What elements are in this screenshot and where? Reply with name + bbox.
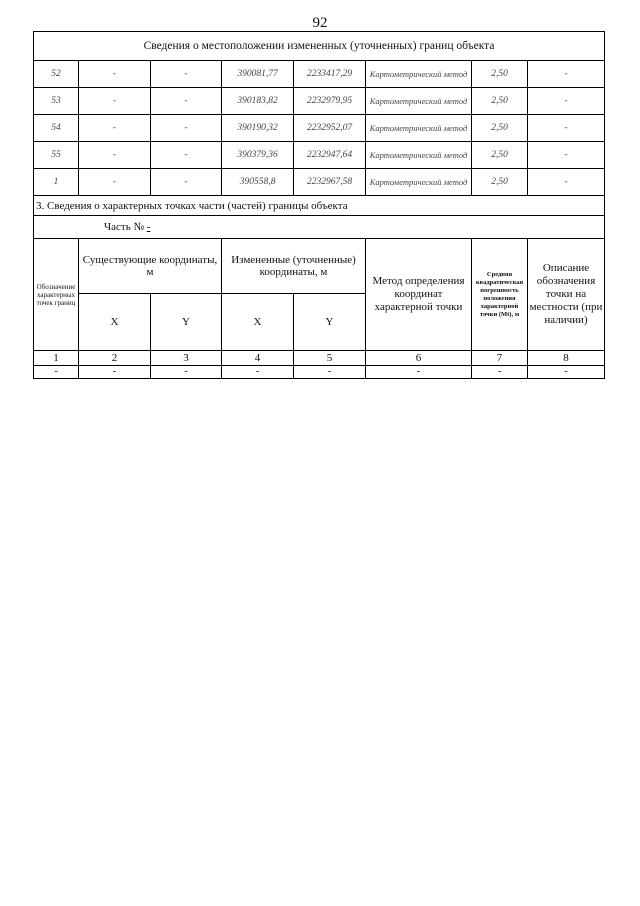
- method-cell: Картометрический метод: [366, 115, 472, 142]
- existing-x-cell: -: [79, 61, 151, 88]
- column-number-row: [34, 351, 605, 366]
- description-cell: -: [528, 142, 605, 169]
- point-row: [34, 88, 605, 115]
- existing-x-cell: -: [79, 169, 151, 196]
- section-title: Сведения о местоположении измененных (уточненных) границ объекта: [34, 32, 605, 61]
- empty-cell: -: [79, 366, 151, 379]
- changed-x-cell: 390190,32: [222, 115, 294, 142]
- section3-title: 3. Сведения о характерных точках части (частей) границы объекта: [34, 196, 605, 216]
- boundary-table: [33, 31, 605, 379]
- error-cell: 2,50: [472, 88, 528, 115]
- point-number: 1: [34, 169, 79, 196]
- changed-y-cell: 2232967,58: [294, 169, 366, 196]
- existing-x-cell: -: [79, 88, 151, 115]
- point-number: 55: [34, 142, 79, 169]
- column-number: 8: [528, 351, 605, 366]
- description-cell: -: [528, 169, 605, 196]
- changed-coords-header: Измененные (уточненные) координаты, м: [222, 239, 366, 294]
- existing-y-cell: -: [151, 115, 222, 142]
- point-number: 54: [34, 115, 79, 142]
- method-header: Метод определения координат характерной точки: [366, 239, 472, 351]
- existing-coords-header: Существующие координаты, м: [79, 239, 222, 294]
- empty-cell: -: [294, 366, 366, 379]
- empty-cell: -: [366, 366, 472, 379]
- part-row: [34, 216, 605, 239]
- method-cell: Картометрический метод: [366, 142, 472, 169]
- empty-cell: -: [151, 366, 222, 379]
- existing-y-cell: -: [151, 169, 222, 196]
- existing-x-header: X: [79, 294, 151, 351]
- empty-cell: -: [222, 366, 294, 379]
- part-value: -: [146, 221, 151, 233]
- column-number: 6: [366, 351, 472, 366]
- error-cell: 2,50: [472, 61, 528, 88]
- column-number: 7: [472, 351, 528, 366]
- section-title-row: [34, 32, 605, 61]
- existing-x-cell: -: [79, 142, 151, 169]
- error-header: Средняя квадратическая погрешность положения характерной точки (Mt), м: [472, 239, 528, 351]
- column-number: 4: [222, 351, 294, 366]
- designation-header: Обозначение характерных точек границ: [34, 239, 79, 351]
- changed-y-cell: 2233417,29: [294, 61, 366, 88]
- part-label: Часть №: [104, 221, 147, 233]
- empty-cell: -: [472, 366, 528, 379]
- point-row: [34, 142, 605, 169]
- description-cell: -: [528, 115, 605, 142]
- description-cell: -: [528, 88, 605, 115]
- page-number: 92: [312, 15, 328, 31]
- empty-data-row: [34, 366, 605, 379]
- point-row: [34, 115, 605, 142]
- header-row-1: [34, 239, 605, 294]
- existing-x-cell: -: [79, 115, 151, 142]
- column-number: 1: [34, 351, 79, 366]
- error-cell: 2,50: [472, 169, 528, 196]
- point-number: 53: [34, 88, 79, 115]
- method-cell: Картометрический метод: [366, 61, 472, 88]
- column-number: 5: [294, 351, 366, 366]
- section3-row: [34, 196, 605, 216]
- point-number: 52: [34, 61, 79, 88]
- column-number: 3: [151, 351, 222, 366]
- changed-x-cell: 390379,36: [222, 142, 294, 169]
- point-row: [34, 61, 605, 88]
- changed-x-header: X: [222, 294, 294, 351]
- method-cell: Картометрический метод: [366, 169, 472, 196]
- changed-x-cell: 390183,82: [222, 88, 294, 115]
- changed-x-cell: 390081,77: [222, 61, 294, 88]
- description-header: Описание обозначения точки на местности (при наличии): [528, 239, 605, 351]
- changed-y-cell: 2232952,07: [294, 115, 366, 142]
- error-cell: 2,50: [472, 115, 528, 142]
- existing-y-cell: -: [151, 142, 222, 169]
- error-cell: 2,50: [472, 142, 528, 169]
- empty-cell: -: [34, 366, 79, 379]
- empty-cell: -: [528, 366, 605, 379]
- existing-y-cell: -: [151, 88, 222, 115]
- changed-y-cell: 2232947,64: [294, 142, 366, 169]
- column-number: 2: [79, 351, 151, 366]
- existing-y-header: Y: [151, 294, 222, 351]
- point-row: [34, 169, 605, 196]
- description-cell: -: [528, 61, 605, 88]
- changed-x-cell: 390558,8: [222, 169, 294, 196]
- changed-y-header: Y: [294, 294, 366, 351]
- existing-y-cell: -: [151, 61, 222, 88]
- method-cell: Картометрический метод: [366, 88, 472, 115]
- part-cell: [34, 216, 605, 239]
- changed-y-cell: 2232979,95: [294, 88, 366, 115]
